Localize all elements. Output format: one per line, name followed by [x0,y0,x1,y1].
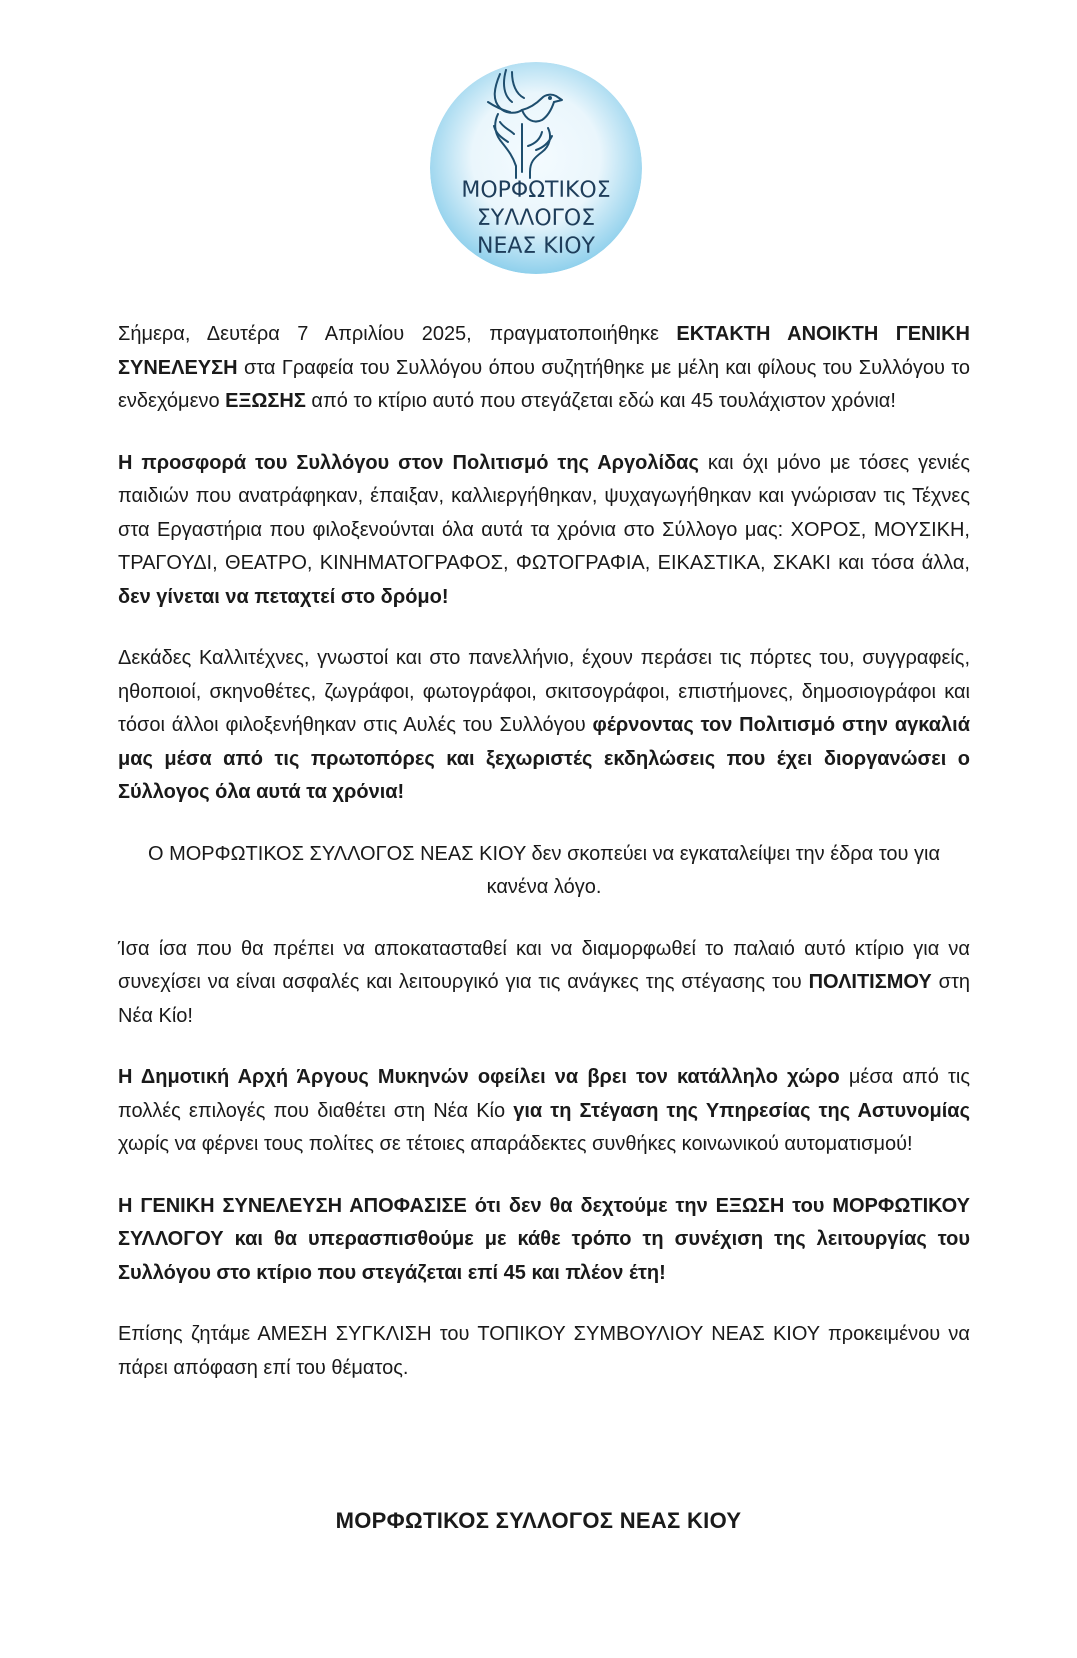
text-segment: στα Γραφεία του Συλλόγου όπου συζητήθηκε με μέλη και φίλους του Συλλόγου το ενδεχόμενο [118,356,970,412]
bold-text-segment: ΠΟΛΙΤΙΣΜΟΥ [808,971,932,993]
text-segment: στη Νέα Κίο! [118,971,970,1027]
text-segment: Σήμερα, Δευτέρα 7 Απριλίου 2025, πραγματοποιήθηκε [118,323,677,345]
logo-text-line-1: ΜΟΡΦΩΤΙΚΟΣ [461,178,611,203]
logo-text-line-3: ΝΕΑΣ ΚΙΟΥ [477,234,595,259]
text-segment: Επίσης ζητάμε ΑΜΕΣΗ ΣΥΓΚΛΙΣΗ του ΤΟΠΙΚΟΥ ΣΥΜΒΟΥΛΙΟΥ ΝΕΑΣ ΚΙΟΥ προκειμένου να πάρει απόφαση επί του θέματος. [118,1323,970,1379]
bold-text-segment: φέρνοντας τον Πολιτισμό στην αγκαλιά μας μέσα από τις πρωτοπόρες και ξεχωριστές εκδηλώσεις που έχει διοργανώσει ο Σύλλογος όλα αυτά τα χρόνια! [118,714,970,803]
text-segment: Ο ΜΟΡΦΩΤΙΚΟΣ ΣΥΛΛΟΓΟΣ ΝΕΑΣ ΚΙΟΥ δεν σκοπεύει να εγκαταλείψει την έδρα του για κανένα λόγο. [147,842,941,898]
bold-text-segment: Η Δημοτική Αρχή Άργους Μυκηνών οφείλει να βρει τον κατάλληλο χώρο [118,1066,840,1088]
logo-text [461,178,610,259]
signature: ΜΟΡΦΩΤΙΚΟΣ ΣΥΛΛΟΓΟΣ ΝΕΑΣ ΚΙΟΥ [335,1508,742,1533]
bold-text-segment: για τη Στέγαση της Υπηρεσίας της Αστυνομίας [513,1099,970,1122]
paragraph [118,642,970,810]
bold-text-segment: Η ΓΕΝΙΚΗ ΣΥΝΕΛΕΥΣΗ ΑΠΟΦΑΣΙΣΕ ότι δεν θα δεχτούμε την ΕΞΩΣΗ του ΜΟΡΦΩΤΙΚΟΥ ΣΥΛΛΟΓΟΥ και θα υπερασπισθούμε με κάθε τρόπο τη συνέχιση της λειτουργίας του Συλλόγου στο κτίριο που στεγάζεται επί 45 και πλέον έτη! [118,1194,970,1284]
logo-graphic [430,62,642,274]
text-segment: από το κτίριο αυτό που στεγάζεται εδώ και 45 τουλάχιστον χρόνια! [305,390,896,412]
paragraph [118,447,970,615]
paragraph [118,838,970,905]
text-segment: μέσα από τις πολλές επιλογές που διαθέτει στη Νέα Κίο [118,1066,971,1122]
text-segment: χωρίς να φέρνει τους πολίτες σε τέτοιες απαράδεκτες συνθήκες κοινωνικού αυτοματισμού! [118,1133,913,1155]
paragraph [118,1190,970,1291]
logo-text-line-2: ΣΥΛΛΟΓΟΣ [476,206,596,231]
bold-text-segment: ΕΚΤΑΚΤΗ ΑΝΟΙΚΤΗ ΓΕΝΙΚΗ ΣΥΝΕΛΕΥΣΗ [118,323,970,379]
bold-text-segment: Η προσφορά του Συλλόγου στον Πολιτισμό της Αργολίδας [118,451,699,474]
association-logo [430,62,642,274]
text-segment: και όχι μόνο με τόσες γενιές παιδιών που ανατράφηκαν, έπαιξαν, καλλιεργήθηκαν, ψυχαγωγήθηκαν και γνώρισαν τις Τέχνες στα Εργαστήρια που φιλοξενούνται όλα αυτά τα χρόνια στο Σύλλογο μας: ΧΟΡΟΣ, ΜΟΥΣΙΚΗ, ΤΡΑΓΟΥΔΙ, ΘΕΑΤΡΟ, ΚΙΝΗΜΑΤΟΓΡΑΦΟΣ, ΦΩΤΟΓΡΑΦΙΑ, ΕΙΚΑΣΤΙΚΑ, ΣΚΑΚΙ και τόσα άλλα, [118,451,970,574]
bold-text-segment: ΕΞΩΣΗΣ [225,390,306,412]
paragraph [118,318,970,419]
paragraph [118,933,970,1034]
bold-text-segment: δεν γίνεται να πεταχτεί στο δρόμο! [118,585,449,608]
announcement-body [118,318,970,1413]
paragraph [118,1061,970,1162]
paragraph [118,1318,970,1385]
text-segment: Ίσα ίσα που θα πρέπει να αποκατασταθεί και να διαμορφωθεί το παλαιό αυτό κτίριο για να συνεχίσει να είναι ασφαλές και λειτουργικό για τις ανάγκες της στέγασης του [118,937,970,993]
text-segment: Δεκάδες Καλλιτέχνες, γνωστοί και στο πανελλήνιο, έχουν περάσει τις πόρτες του, συγγραφείς, ηθοποιοί, σκηνοθέτες, ζωγράφοι, φωτογράφοι, σκιτσογράφοι, επιστήμονες, δημοσιογράφοι και τόσοι άλλοι φιλοξενήθηκαν στις Αυλές του Συλλόγου [118,647,970,736]
